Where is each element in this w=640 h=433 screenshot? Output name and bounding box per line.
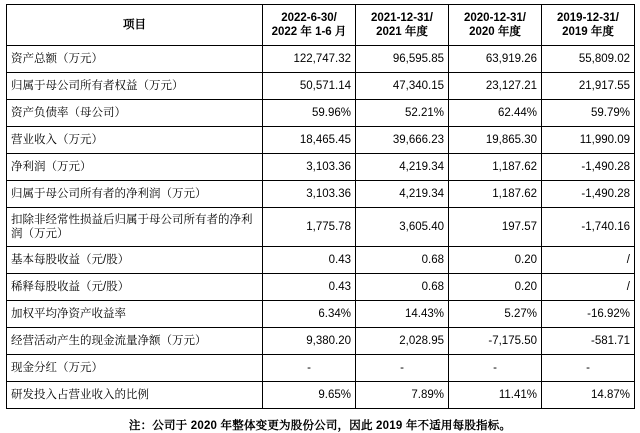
- row-value-2021: 3,605.40: [356, 208, 449, 247]
- row-value-2019: -1,490.28: [542, 154, 635, 181]
- row-value-2019: 11,990.09: [542, 127, 635, 154]
- row-value-2019: -: [542, 355, 635, 382]
- row-value-2020: 23,127.21: [449, 73, 542, 100]
- row-label: 净利润（万元）: [7, 154, 263, 181]
- row-value-2021: 7.89%: [356, 382, 449, 409]
- row-value-2020: 1,187.62: [449, 181, 542, 208]
- row-label: 基本每股收益（元/股）: [7, 247, 263, 274]
- row-value-2020: -7,175.50: [449, 328, 542, 355]
- row-label: 营业收入（万元）: [7, 127, 263, 154]
- table-row: [7, 73, 635, 100]
- table-row: [7, 328, 635, 355]
- table-header: [7, 5, 635, 46]
- row-value-2020: 0.20: [449, 274, 542, 301]
- row-value-2019: /: [542, 247, 635, 274]
- row-value-2021: 39,666.23: [356, 127, 449, 154]
- column-header-2019: [542, 5, 635, 46]
- row-value-2021: -: [356, 355, 449, 382]
- row-label: 资产总额（万元）: [7, 46, 263, 73]
- row-value-2020: 19,865.30: [449, 127, 542, 154]
- row-label: 加权平均净资产收益率: [7, 301, 263, 328]
- table-footnote: 注：公司于 2020 年整体变更为股份公司，因此 2019 年不适用每股指标。: [128, 420, 512, 432]
- row-value-2022h1: 122,747.32: [263, 46, 356, 73]
- row-label: 扣除非经常性损益后归属于母公司所有者的净利润（万元）: [7, 208, 263, 247]
- column-header-2021-line-2: 2021 年度: [376, 26, 428, 38]
- row-value-2020: 5.27%: [449, 301, 542, 328]
- row-label: 经营活动产生的现金流量净额（万元）: [7, 328, 263, 355]
- row-value-2022h1: 50,571.14: [263, 73, 356, 100]
- row-value-2022h1: 3,103.36: [263, 154, 356, 181]
- column-header-2021-line-1: 2021-12-31/: [370, 11, 434, 24]
- column-header-2021: [356, 5, 449, 46]
- row-value-2019: -581.71: [542, 328, 635, 355]
- row-value-2021: 4,219.34: [356, 154, 449, 181]
- row-value-2022h1: 0.43: [263, 274, 356, 301]
- row-value-2021: 47,340.15: [356, 73, 449, 100]
- table-row: [7, 154, 635, 181]
- table-row: [7, 355, 635, 382]
- column-header-2019-line-1: 2019-12-31/: [556, 11, 620, 24]
- column-header-2020-line-2: 2020 年度: [469, 26, 521, 38]
- column-header-2022h1-line-2: 2022 年 1-6 月: [271, 26, 347, 38]
- row-label: 归属于母公司所有者权益（万元）: [7, 73, 263, 100]
- row-value-2022h1: 9,380.20: [263, 328, 356, 355]
- table-row: [7, 247, 635, 274]
- row-value-2022h1: 3,103.36: [263, 181, 356, 208]
- row-value-2020: 1,187.62: [449, 154, 542, 181]
- row-value-2022h1: 59.96%: [263, 100, 356, 127]
- row-value-2021: 52.21%: [356, 100, 449, 127]
- table-row: [7, 382, 635, 409]
- row-value-2021: 14.43%: [356, 301, 449, 328]
- row-value-2020: 0.20: [449, 247, 542, 274]
- row-value-2020: 62.44%: [449, 100, 542, 127]
- row-value-2019: /: [542, 274, 635, 301]
- table-row: [7, 46, 635, 73]
- row-label: 研发投入占营业收入的比例: [7, 382, 263, 409]
- row-value-2019: -1,740.16: [542, 208, 635, 247]
- table-row: [7, 274, 635, 301]
- row-value-2022h1: 6.34%: [263, 301, 356, 328]
- row-label: 现金分红（万元）: [7, 355, 263, 382]
- column-header-2022h1: [263, 5, 356, 46]
- row-value-2022h1: -: [263, 355, 356, 382]
- column-header-2019-line-2: 2019 年度: [562, 26, 614, 38]
- table-row: [7, 100, 635, 127]
- row-value-2022h1: 1,775.78: [263, 208, 356, 247]
- table-row: [7, 208, 635, 247]
- table-row: [7, 127, 635, 154]
- row-value-2022h1: 18,465.45: [263, 127, 356, 154]
- table-header-row: [7, 5, 635, 46]
- row-value-2021: 96,595.85: [356, 46, 449, 73]
- row-label: 资产负债率（母公司）: [7, 100, 263, 127]
- financial-summary-table: [6, 4, 635, 409]
- row-value-2019: 59.79%: [542, 100, 635, 127]
- row-value-2020: 11.41%: [449, 382, 542, 409]
- row-value-2022h1: 9.65%: [263, 382, 356, 409]
- row-value-2020: -: [449, 355, 542, 382]
- row-value-2020: 63,919.26: [449, 46, 542, 73]
- column-header-item: [7, 5, 263, 46]
- column-header-2022h1-line-1: 2022-6-30/: [281, 11, 337, 24]
- row-value-2019: 55,809.02: [542, 46, 635, 73]
- row-label: 稀释每股收益（元/股）: [7, 274, 263, 301]
- row-value-2019: 14.87%: [542, 382, 635, 409]
- row-value-2019: 21,917.55: [542, 73, 635, 100]
- row-value-2021: 2,028.95: [356, 328, 449, 355]
- column-header-2020: [449, 5, 542, 46]
- row-value-2021: 4,219.34: [356, 181, 449, 208]
- row-value-2020: 197.57: [449, 208, 542, 247]
- column-header-2020-line-1: 2020-12-31/: [463, 11, 527, 24]
- column-header-item-line-1: 项目: [123, 18, 146, 31]
- row-value-2021: 0.68: [356, 247, 449, 274]
- row-label: 归属于母公司所有者的净利润（万元）: [7, 181, 263, 208]
- table-body: [7, 46, 635, 409]
- table-row: [7, 301, 635, 328]
- row-value-2022h1: 0.43: [263, 247, 356, 274]
- table-row: [7, 181, 635, 208]
- row-value-2019: -1,490.28: [542, 181, 635, 208]
- row-value-2019: -16.92%: [542, 301, 635, 328]
- row-value-2021: 0.68: [356, 274, 449, 301]
